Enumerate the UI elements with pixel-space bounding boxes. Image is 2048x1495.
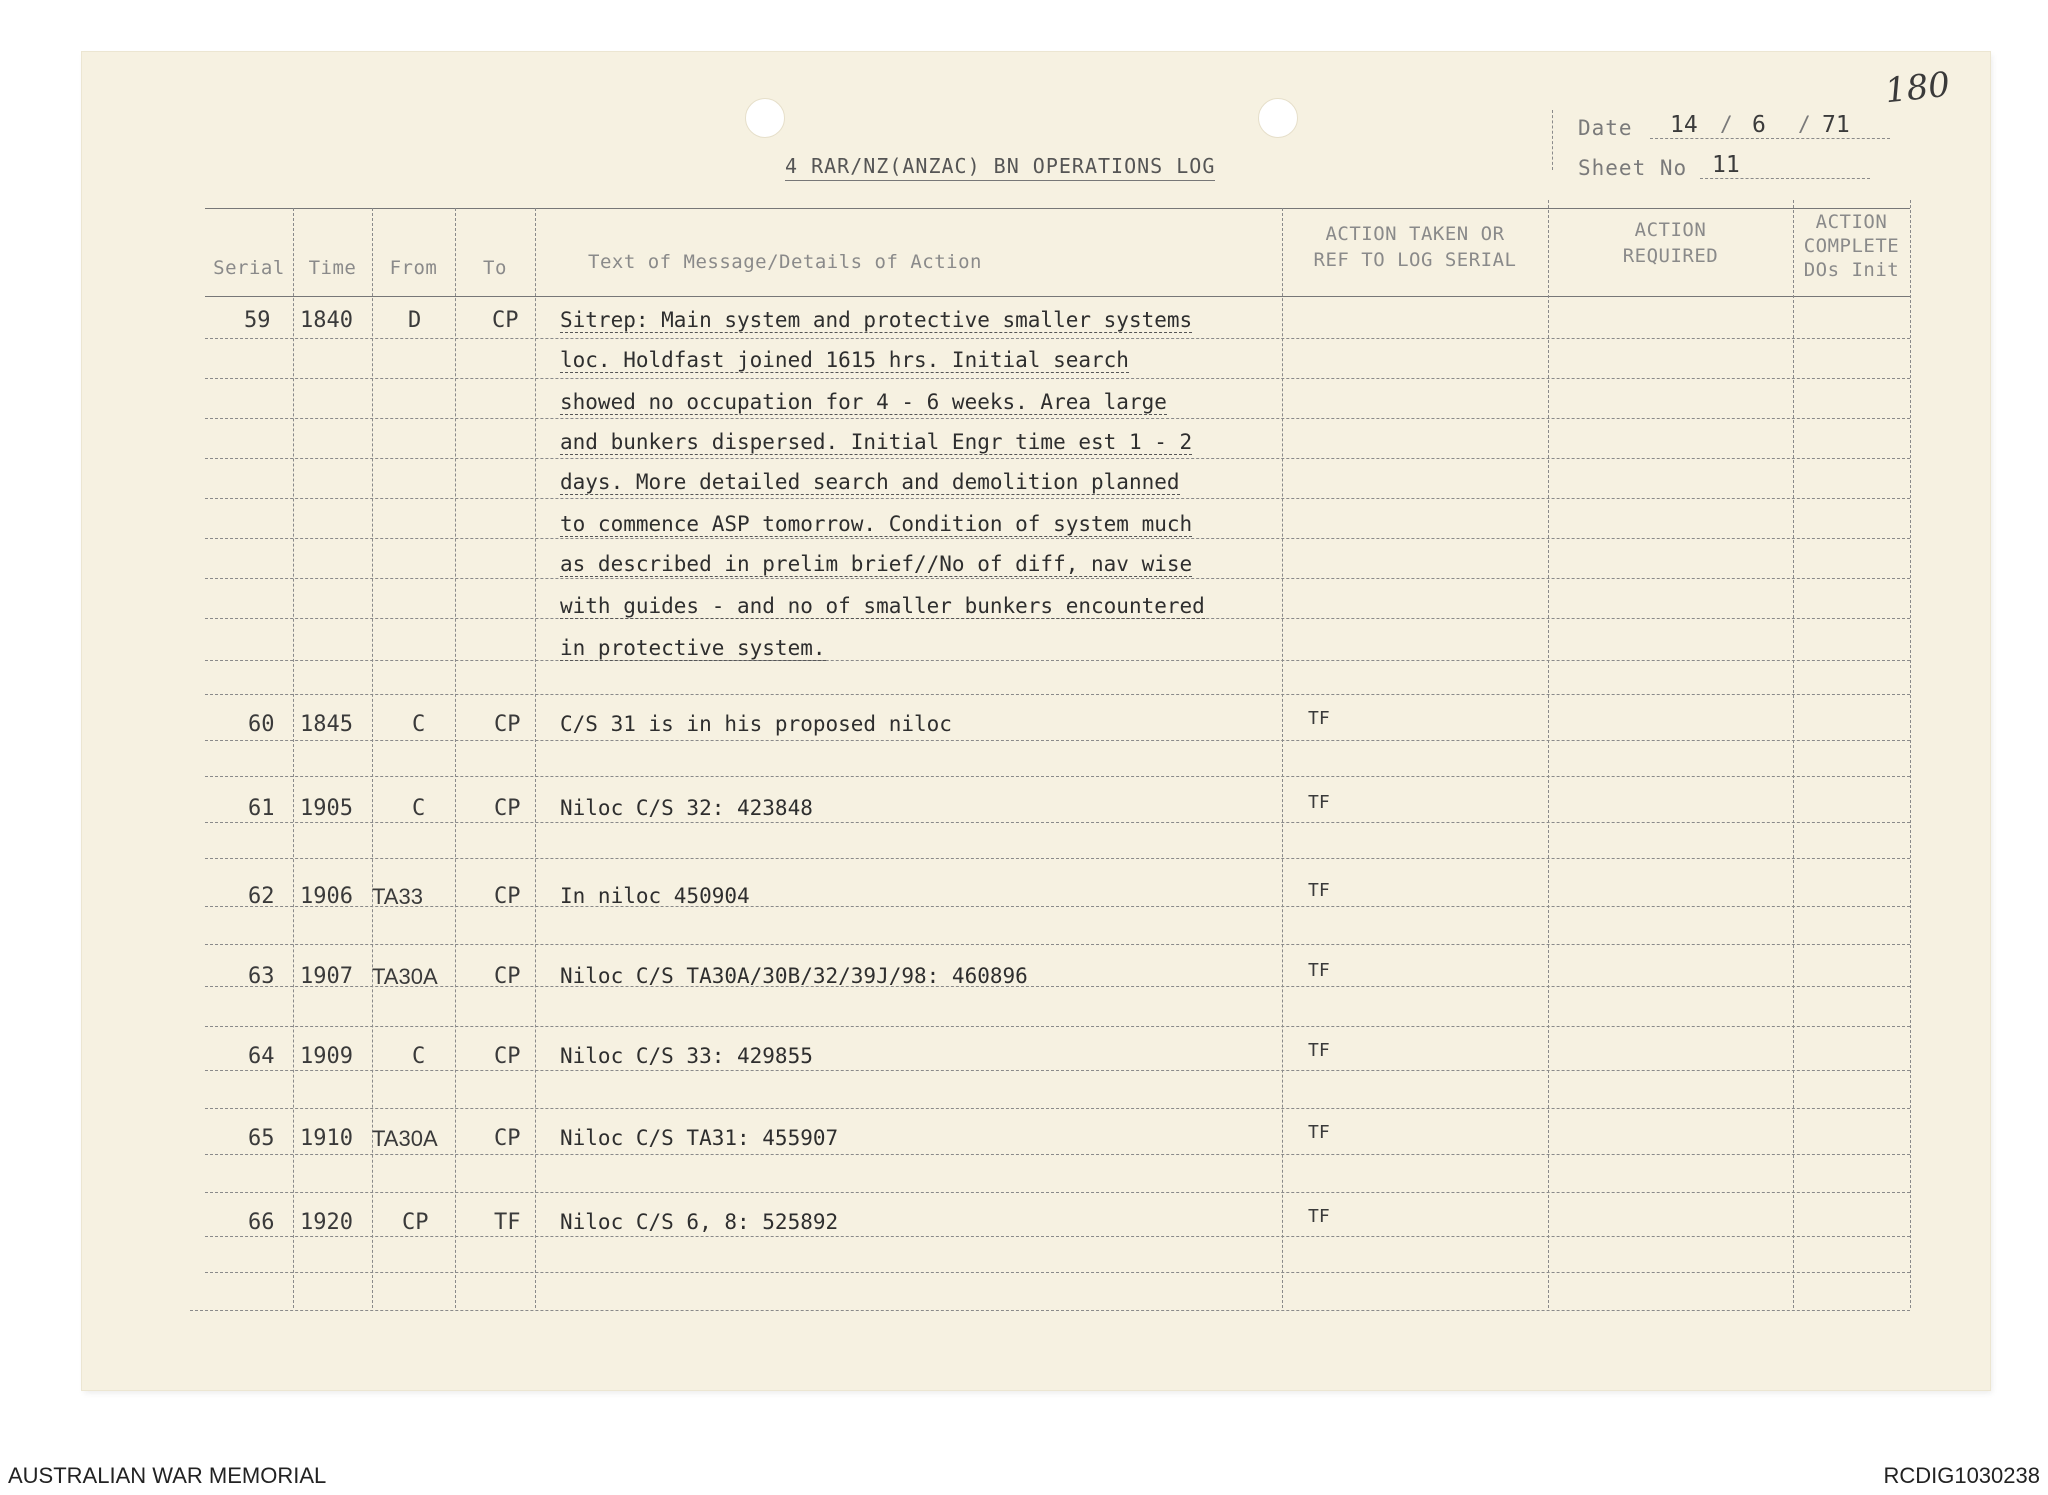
entry-from: D [408,308,422,333]
entry-from: TA30A [372,964,438,989]
entry-serial: 60 [248,712,275,737]
entry-text-line: in protective system. [560,636,826,660]
entry-from: C [412,712,426,737]
entry-action: TF [1308,708,1330,729]
column-header-action-complete-2: COMPLETE [1803,235,1900,257]
document-title: 4 RAR/NZ(ANZAC) BN OPERATIONS LOG [785,154,1215,181]
entry-serial: 66 [248,1210,275,1235]
entry-time: 1905 [300,796,353,821]
entry-text: Niloc C/S TA30A/30B/32/39J/98: 460896 [560,964,1028,988]
ruled-line [205,538,1910,539]
column-header-action-required-1: ACTION [1634,219,1707,241]
footer-record-id: RCDIG1030238 [1883,1463,2040,1488]
entry-to: CP [492,308,519,333]
entry-serial: 64 [248,1044,275,1069]
entry-serial: 65 [248,1126,275,1151]
entry-serial: 62 [248,884,275,909]
entry-action: TF [1308,960,1330,981]
date-label: Date [1578,116,1633,140]
date-sep-2: / [1798,112,1812,136]
entry-time: 1840 [300,308,353,333]
col-rule-7 [1793,200,1794,1308]
entry-text-line: days. More detailed search and demolition planned [560,470,1180,494]
entry-text-line: Sitrep: Main system and protective smaller systems [560,308,1193,332]
entry-action: TF [1308,792,1330,813]
entry-time: 1845 [300,712,353,737]
entry-text: Niloc C/S 33: 429855 [560,1044,813,1068]
entry-time: 1909 [300,1044,353,1069]
ruled-line [205,1272,1910,1273]
entry-text-line: as described in prelim brief//No of diff, nav wise [560,552,1193,576]
date-sep-1: / [1720,112,1734,136]
entry-text: C/S 31 is in his proposed niloc [560,712,952,736]
ruled-line [205,660,1910,661]
ruled-line [205,418,1910,419]
entry-from: TA30A [372,1126,438,1151]
entry-action: TF [1308,1206,1330,1227]
entry-serial: 61 [248,796,275,821]
page-number: 180 [1883,64,1952,112]
ruled-line [205,578,1910,579]
ruled-line [205,906,1910,907]
column-header-to: To [483,257,507,279]
column-header-text: Text of Message/Details of Action [588,251,982,273]
entry-to: TF [494,1210,521,1235]
entry-action: TF [1308,1122,1330,1143]
column-header-action-required-2: REQUIRED [1622,245,1719,267]
entry-action: TF [1308,880,1330,901]
entry-to: CP [494,1126,521,1151]
column-header-action-taken-1: ACTION TAKEN OR [1325,223,1505,245]
column-header-serial: Serial [213,257,285,279]
entry-from: C [412,796,426,821]
col-rule-8 [1910,200,1911,1308]
punch-hole-right [1258,98,1298,138]
col-rule-3 [455,208,456,1308]
entry-from: TA33 [372,884,423,909]
ruled-line [205,822,1910,823]
entry-text: Niloc C/S 6, 8: 525892 [560,1210,839,1234]
ruled-line [205,944,1910,945]
ruled-line [205,338,1910,339]
entry-text: In niloc 450904 [560,884,750,908]
entry-time: 1907 [300,964,353,989]
entry-serial: 59 [244,308,271,333]
ruled-line [205,740,1910,741]
entry-to: CP [494,796,521,821]
date-day: 14 [1670,112,1698,138]
table-top-rule [205,208,1910,209]
ruled-line [205,1070,1910,1071]
punch-hole-left [745,98,785,138]
entry-from: CP [402,1210,429,1235]
ruled-line [205,1192,1910,1193]
column-header-action-complete-3: DOs Init [1803,259,1900,281]
ruled-line [205,458,1910,459]
ruled-line [205,1154,1910,1155]
header-divider [1552,110,1553,170]
ruled-line [205,776,1910,777]
footer-institution: AUSTRALIAN WAR MEMORIAL [8,1463,327,1488]
date-underline [1650,138,1890,139]
entry-from: C [412,1044,426,1069]
entry-to: CP [494,884,521,909]
entry-to: CP [494,964,521,989]
entry-time: 1920 [300,1210,353,1235]
header-bottom-rule [205,296,1910,297]
date-month: 6 [1752,112,1766,138]
ruled-line [205,1108,1910,1109]
entry-serial: 63 [248,964,275,989]
ruled-line [205,694,1910,695]
col-rule-5 [1282,208,1283,1308]
entry-text: Niloc C/S TA31: 455907 [560,1126,839,1150]
column-header-action-taken-2: REF TO LOG SERIAL [1313,249,1517,271]
ruled-line [205,378,1910,379]
entry-text-line: showed no occupation for 4 - 6 weeks. Area large [560,390,1167,414]
sheet-underline [1700,178,1870,179]
entry-text-line: to commence ASP tomorrow. Condition of system much [560,512,1193,536]
sheet-number: 11 [1712,152,1740,178]
entry-time: 1906 [300,884,353,909]
entry-time: 1910 [300,1126,353,1151]
ruled-line [205,498,1910,499]
entry-action: TF [1308,1040,1330,1061]
entry-text-line: loc. Holdfast joined 1615 hrs. Initial search [560,348,1129,372]
entry-text-line: and bunkers dispersed. Initial Engr time est 1 - 2 [560,430,1193,454]
column-header-time: Time [308,257,357,279]
col-rule-4 [535,208,536,1308]
entry-text-line: with guides - and no of smaller bunkers encountered [560,594,1205,618]
table-bottom-rule [190,1310,1910,1311]
column-header-from: From [389,257,438,279]
sheet-label: Sheet No [1578,156,1688,180]
col-rule-1 [293,208,294,1308]
ruled-line [205,1236,1910,1237]
entry-text: Niloc C/S 32: 423848 [560,796,813,820]
ruled-line [205,986,1910,987]
ruled-line [205,858,1910,859]
ruled-line [205,1026,1910,1027]
entry-to: CP [494,1044,521,1069]
entry-to: CP [494,712,521,737]
column-header-action-complete-1: ACTION [1815,211,1888,233]
date-year: 71 [1822,112,1850,138]
col-rule-6 [1548,200,1549,1308]
